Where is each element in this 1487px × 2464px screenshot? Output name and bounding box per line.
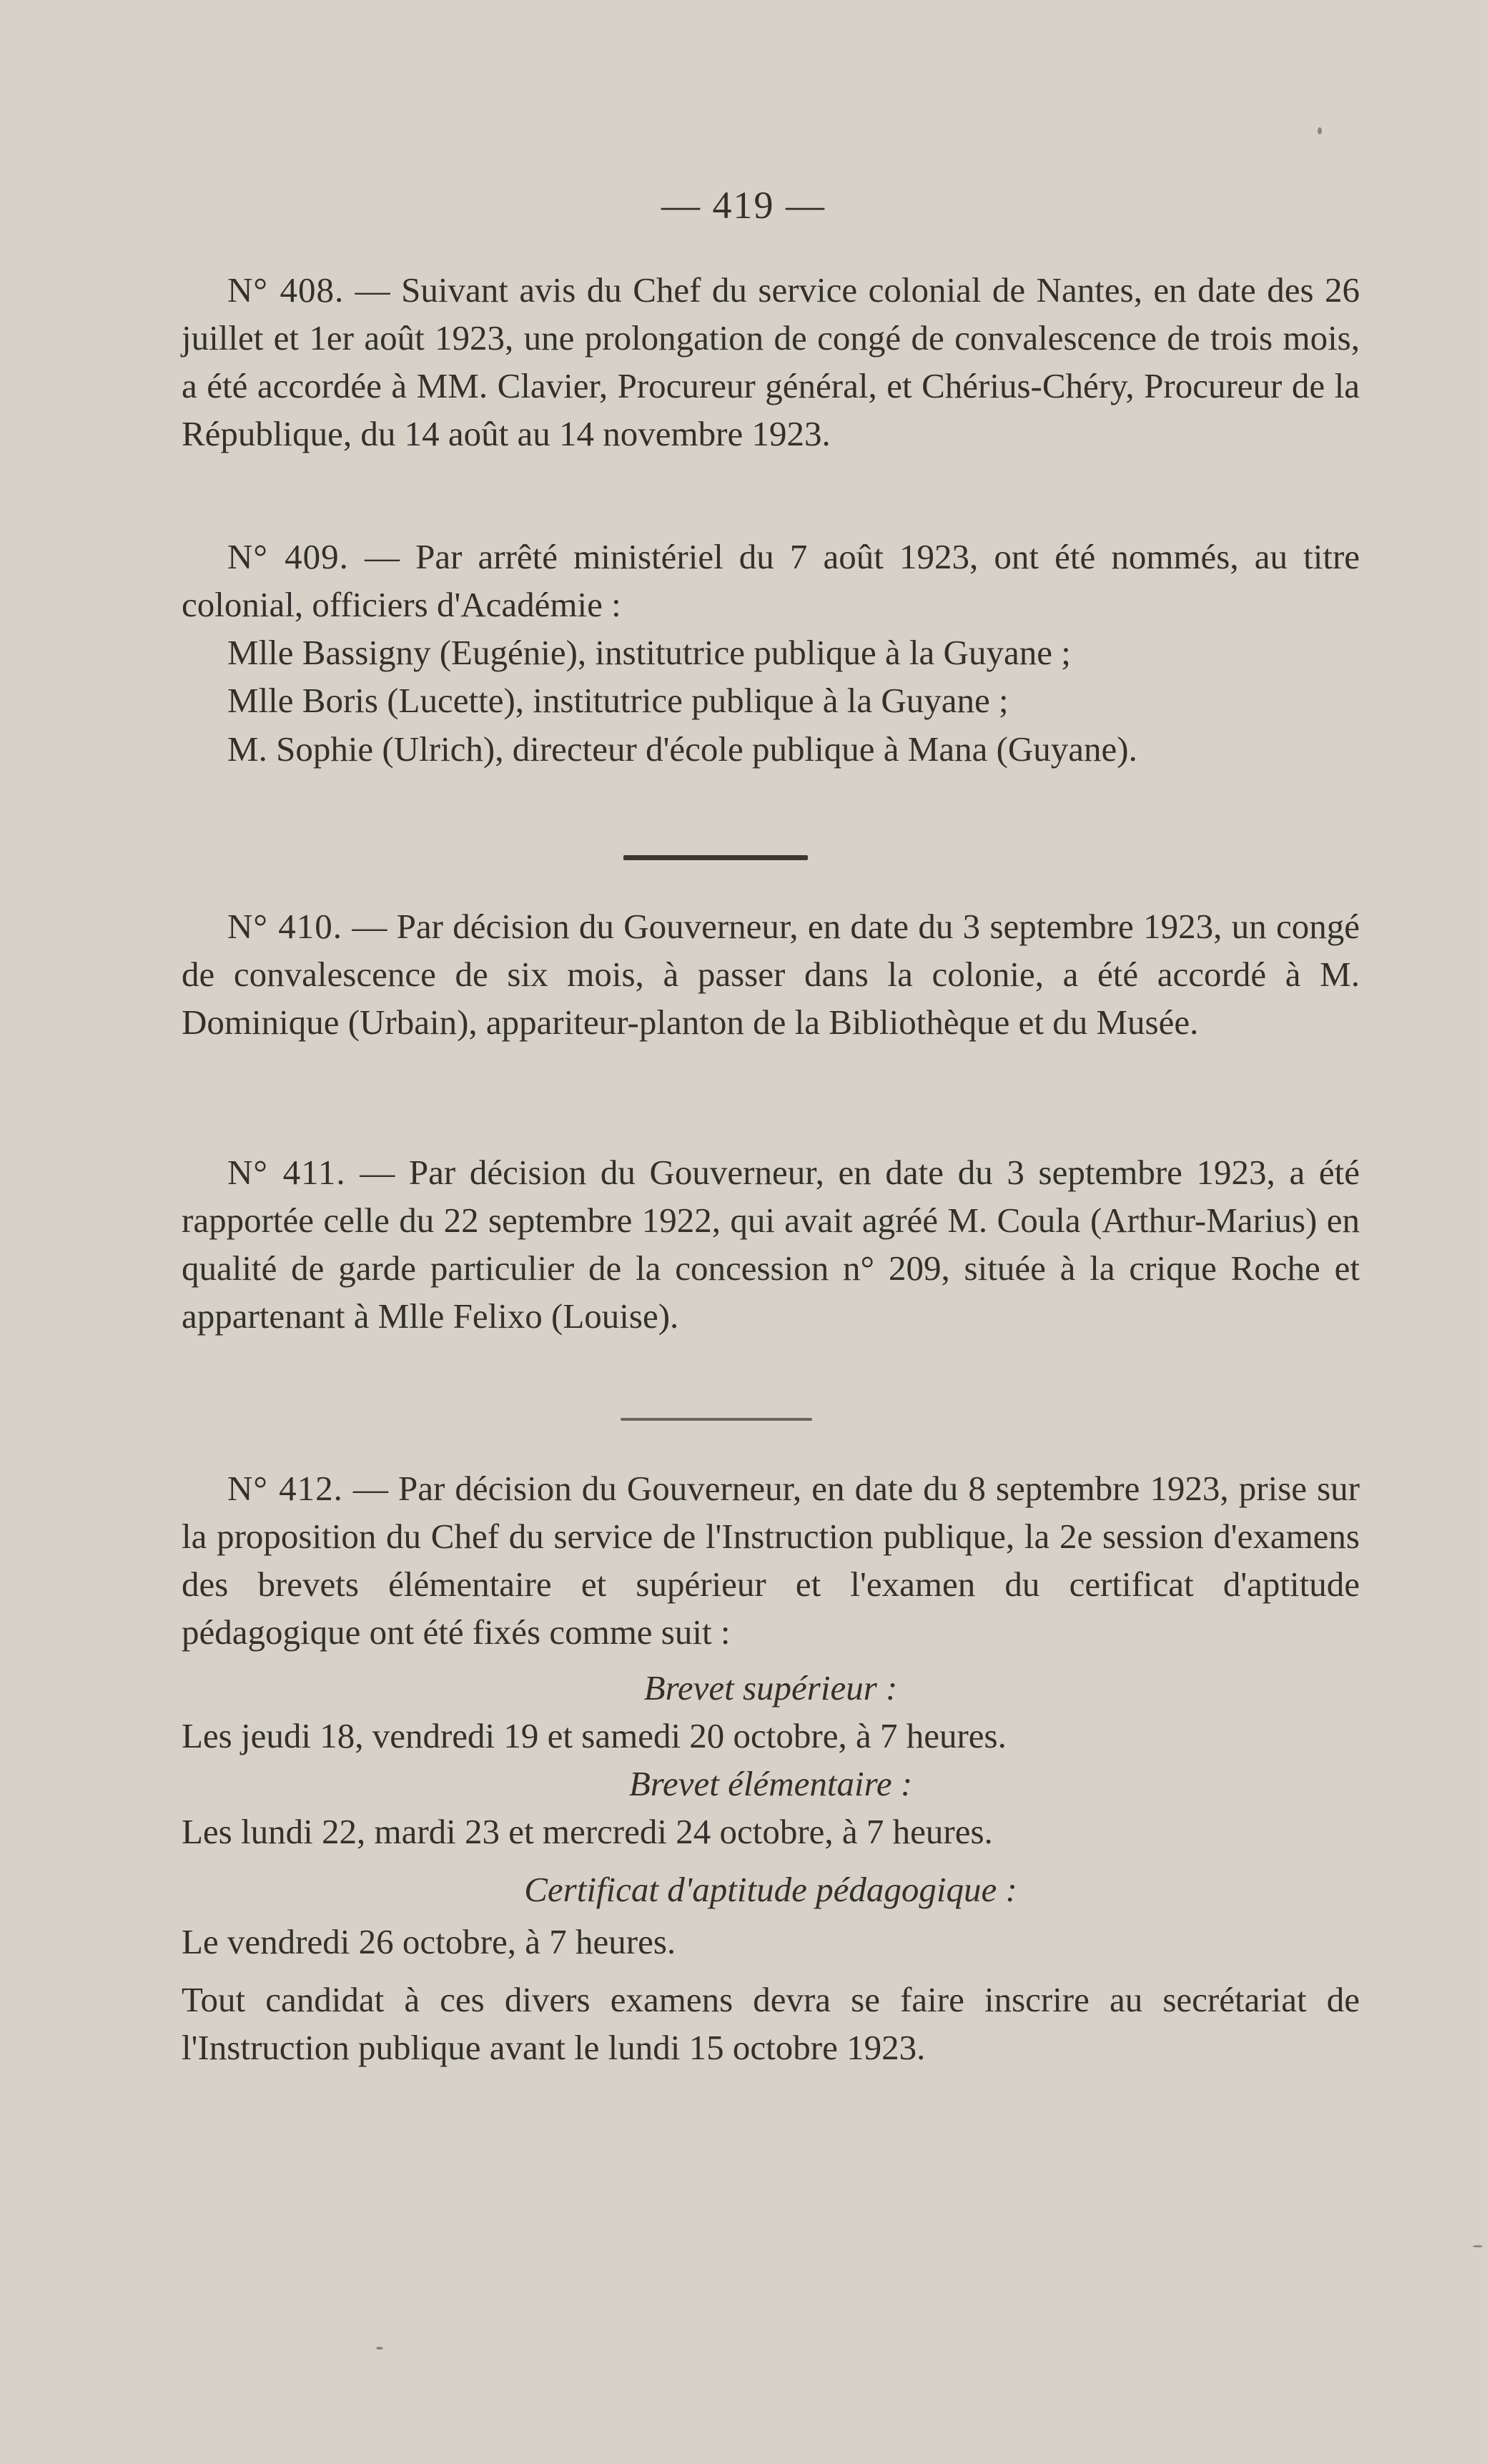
entry-text: — Par arrêté ministériel du 7 août 1923, ont été nommés, au titre colonial, officiers d'Académie :: [182, 537, 1360, 625]
entry-paragraph: [182, 533, 1360, 629]
exam-heading: Brevet élémentaire :: [628, 1763, 913, 1803]
exam-dates: Les jeudi 18, vendredi 19 et samedi 20 octobre, à 7 heures.: [182, 1715, 1007, 1755]
entry-text: — Par décision du Gouverneur, en date du 3 septembre 1923, a été rapportée celle du 22 septembre 1922, qui avait agréé M. Coula (Arthur-Marius) en qualité de garde particulier de la concession n° 209, située à la crique Roche et appartenant à Mlle Felixo (Louise).: [182, 1153, 1360, 1336]
section-divider: [621, 1418, 812, 1421]
entry-number: N° 409.: [227, 537, 349, 576]
page-number: — 419 —: [661, 184, 826, 227]
closing-paragraph: Tout candidat à ces divers examens devra se faire inscrire au secrétariat de l'Instruction publique avant le lundi 15 octobre 1923.: [182, 1980, 1360, 2068]
entry-text: — Par décision du Gouverneur, en date du 3 septembre 1923, un congé de convalescence de six mois, à passer dans la colonie, a été accordé à M. Dominique (Urbain), appariteur-planton de la Bibliothèque et du Musée.: [182, 907, 1360, 1043]
paper-speck: [376, 2347, 383, 2350]
entry-number: N° 410.: [227, 907, 343, 946]
exam-dates: Le vendredi 26 octobre, à 7 heures.: [182, 1922, 676, 1962]
paper-speck: [1318, 127, 1322, 134]
entry-number: N° 411.: [227, 1153, 346, 1192]
entry-409: [182, 533, 1360, 773]
appointee-line: Mlle Bassigny (Eugénie), institutrice publique à la Guyane ;: [227, 633, 1071, 673]
entry-410: [182, 902, 1360, 1046]
exam-heading: Certificat d'aptitude pédagogique :: [524, 1870, 1017, 1909]
exam-heading: Brevet supérieur :: [643, 1667, 898, 1707]
entry-paragraph: [182, 1148, 1360, 1341]
section-divider: [623, 855, 808, 860]
entry-411: [182, 1148, 1360, 1341]
entry-408: [182, 266, 1360, 458]
entry-number: N° 412.: [227, 1469, 343, 1508]
entry-paragraph: [182, 902, 1360, 1046]
entry-text: — Par décision du Gouverneur, en date du 8 septembre 1923, prise sur la proposition du Chef du service de l'Instruction publique, la 2e session d'examens des brevets élémentaire et supérieur et l'examen du certificat d'aptitude pédagogique ont été fixés comme suit :: [182, 1469, 1360, 1652]
exam-dates: Les lundi 22, mardi 23 et mercredi 24 octobre, à 7 heures.: [182, 1811, 993, 1851]
entry-paragraph: [182, 266, 1360, 458]
entry-number: N° 408.: [227, 270, 345, 310]
entry-paragraph: [182, 1464, 1360, 1657]
entry-412: [182, 1464, 1360, 2072]
paper-speck: [1473, 2245, 1483, 2247]
appointee-line: M. Sophie (Ulrich), directeur d'école publique à Mana (Guyane).: [227, 729, 1137, 769]
appointee-line: Mlle Boris (Lucette), institutrice publique à la Guyane ;: [227, 681, 1009, 721]
entry-text: — Suivant avis du Chef du service colonial de Nantes, en date des 26 juillet et 1er août 1923, une prolongation de congé de convalescence de trois mois, a été accordée à MM. Clavier, Procureur général, et Chérius-Chéry, Procureur de la République, du 14 août au 14 novembre 1923.: [182, 270, 1360, 454]
